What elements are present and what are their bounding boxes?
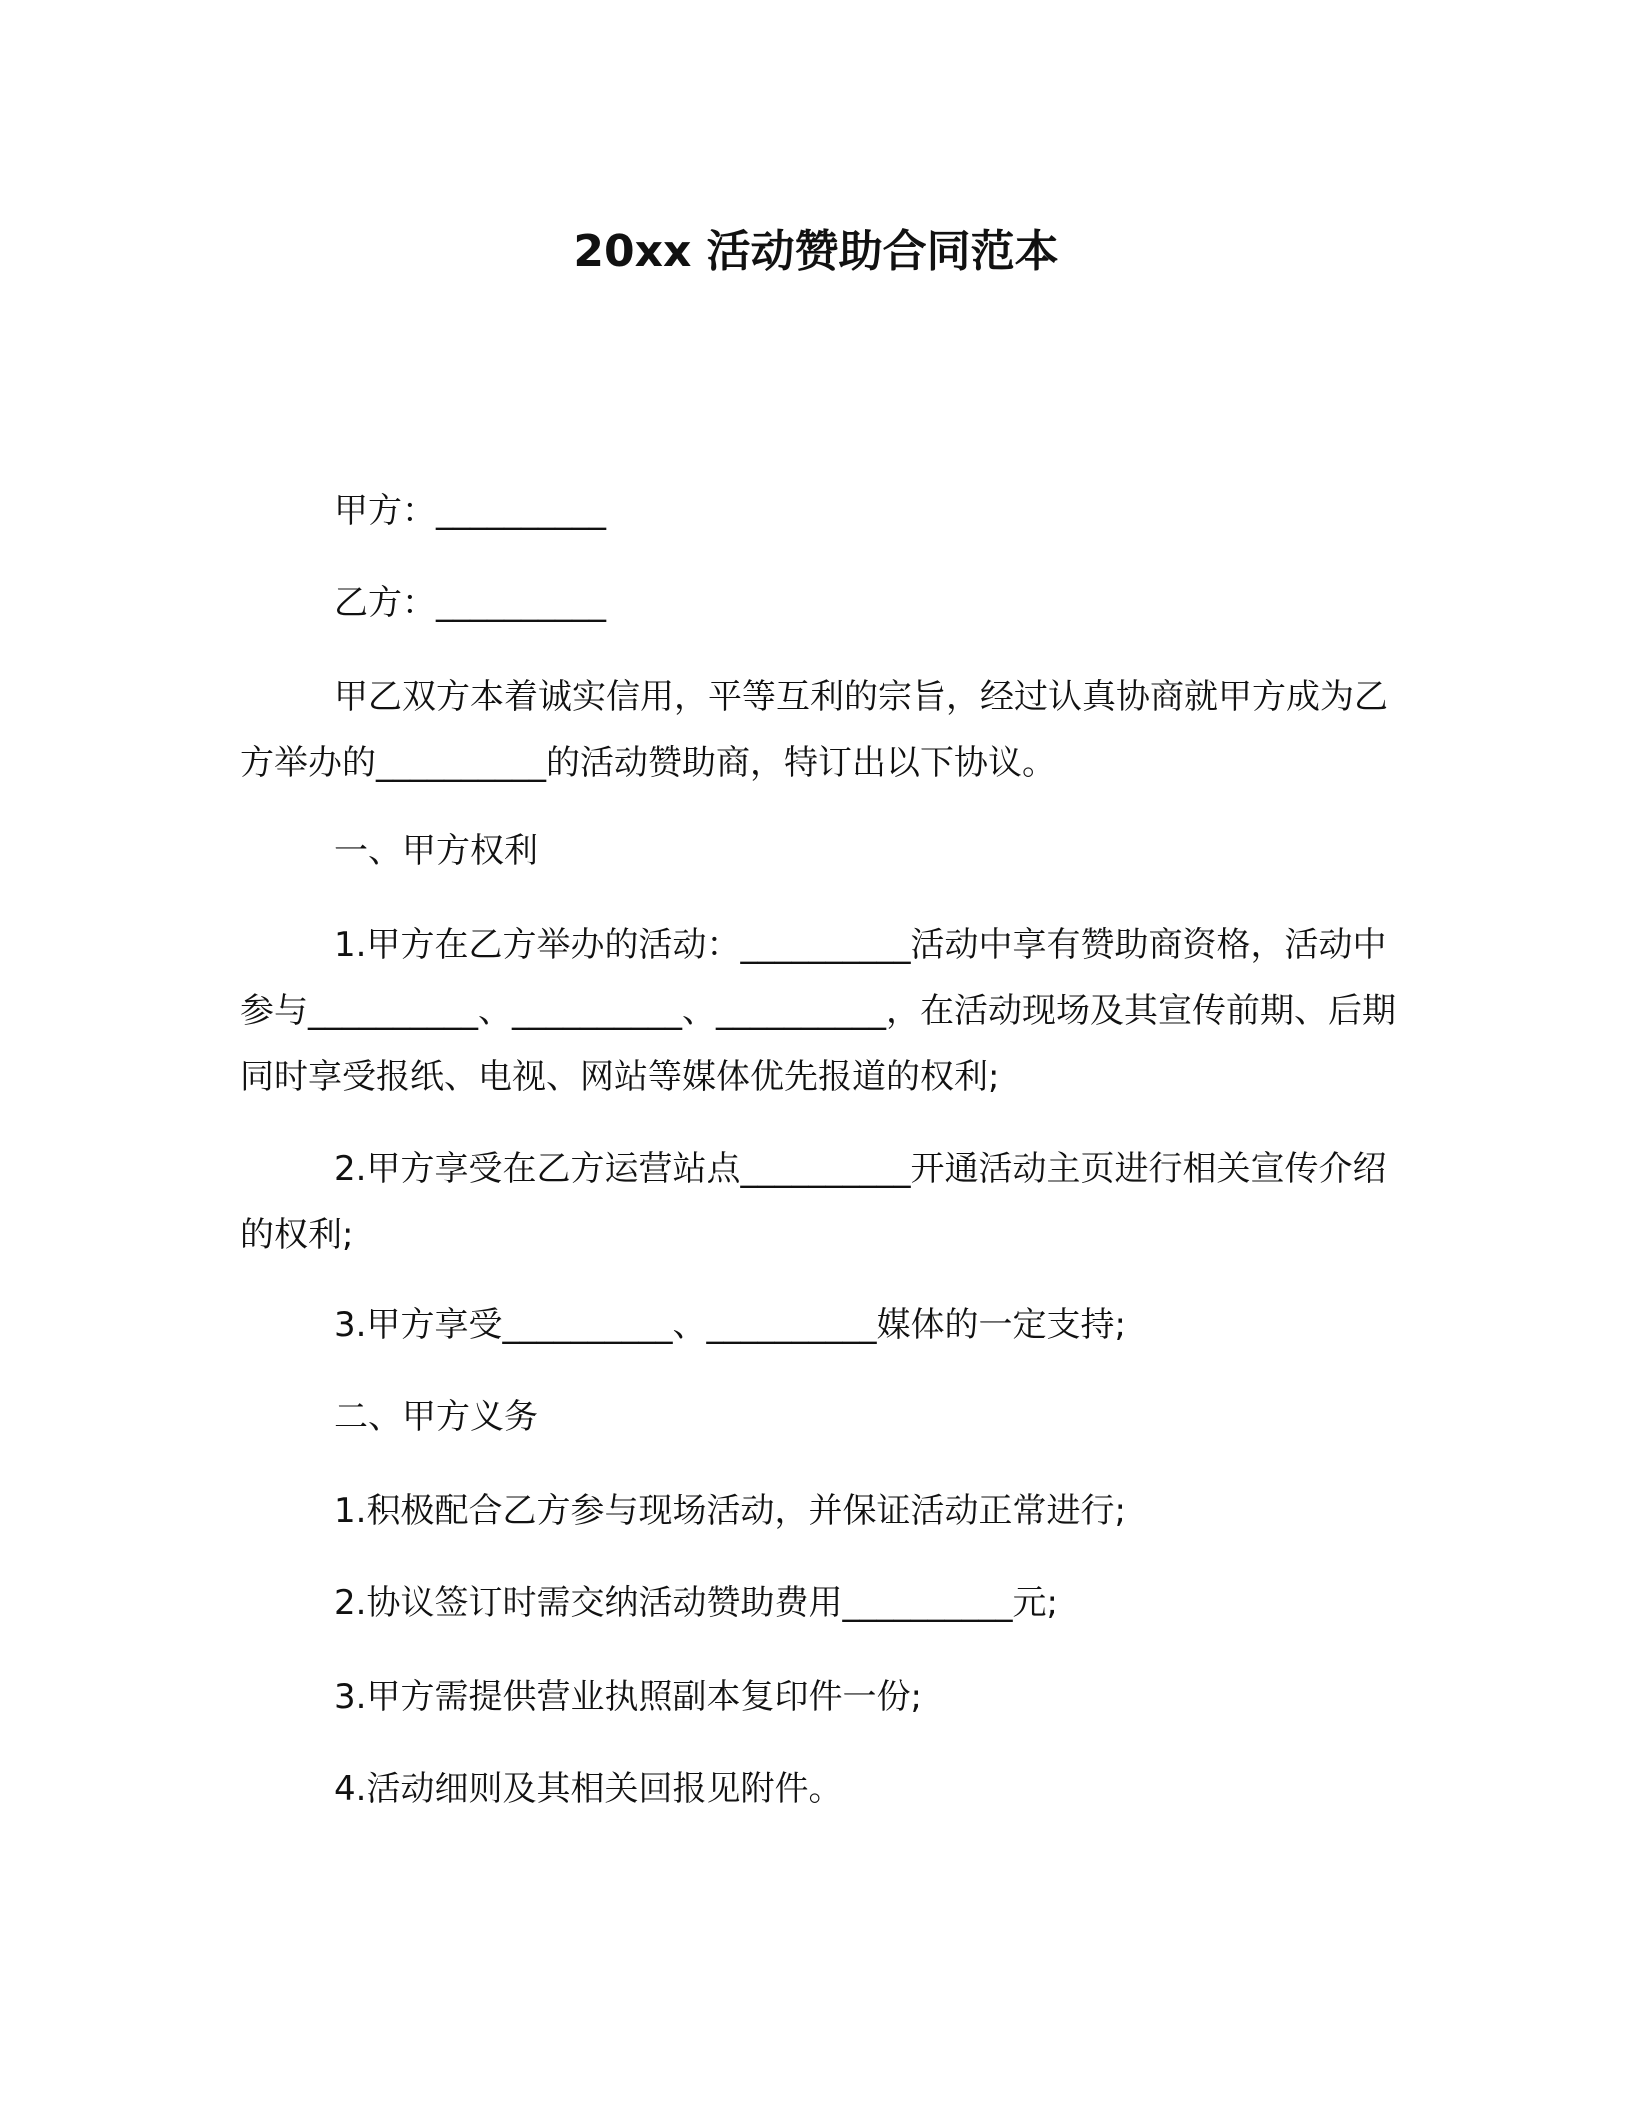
obligations-item-4-text: 4.活动细则及其相关回报见附件。 <box>334 1769 843 1809</box>
party-b-line <box>240 570 1396 636</box>
document-title: 20xx 活动赞助合同范本 <box>573 226 1059 277</box>
preamble-text: 甲乙双方本着诚实信用，平等互利的宗旨，经过认真协商就甲方成为乙方举办的__________的活动赞助商，特订出以下协议。 <box>240 677 1388 783</box>
section-heading-rights <box>240 818 1396 884</box>
obligations-item-1-text: 1.积极配合乙方参与现场活动，并保证活动正常进行; <box>334 1491 1126 1531</box>
section-heading-rights-text: 一、甲方权利 <box>334 831 538 871</box>
obligations-item-3 <box>240 1664 1396 1730</box>
rights-item-3-text: 3.甲方享受__________、__________媒体的一定支持; <box>334 1305 1126 1345</box>
obligations-item-1 <box>240 1478 1396 1544</box>
obligations-item-3-text: 3.甲方需提供营业执照副本复印件一份; <box>334 1677 922 1717</box>
section-heading-obligations-text: 二、甲方义务 <box>334 1397 538 1437</box>
preamble-paragraph <box>240 664 1396 796</box>
party-a-line <box>240 478 1396 544</box>
obligations-item-4 <box>240 1756 1396 1822</box>
rights-item-2-text: 2.甲方享受在乙方运营站点__________开通活动主页进行相关宣传介绍的权利; <box>240 1149 1387 1255</box>
obligations-item-2 <box>240 1570 1396 1636</box>
section-heading-obligations <box>240 1384 1396 1450</box>
party-a-text: 甲方：__________ <box>334 491 606 531</box>
rights-item-1-text: 1.甲方在乙方举办的活动：__________活动中享有赞助商资格，活动中参与__________、__________、__________，在活动现场及其宣传前期、后期同时享受报纸、电视、网站等媒体优先报道的权利; <box>240 925 1396 1097</box>
party-b-text: 乙方：__________ <box>334 583 606 623</box>
obligations-item-2-text: 2.协议签订时需交纳活动赞助费用__________元; <box>334 1583 1058 1623</box>
rights-item-3 <box>240 1292 1396 1358</box>
rights-item-1 <box>240 912 1396 1110</box>
rights-item-2 <box>240 1136 1396 1268</box>
